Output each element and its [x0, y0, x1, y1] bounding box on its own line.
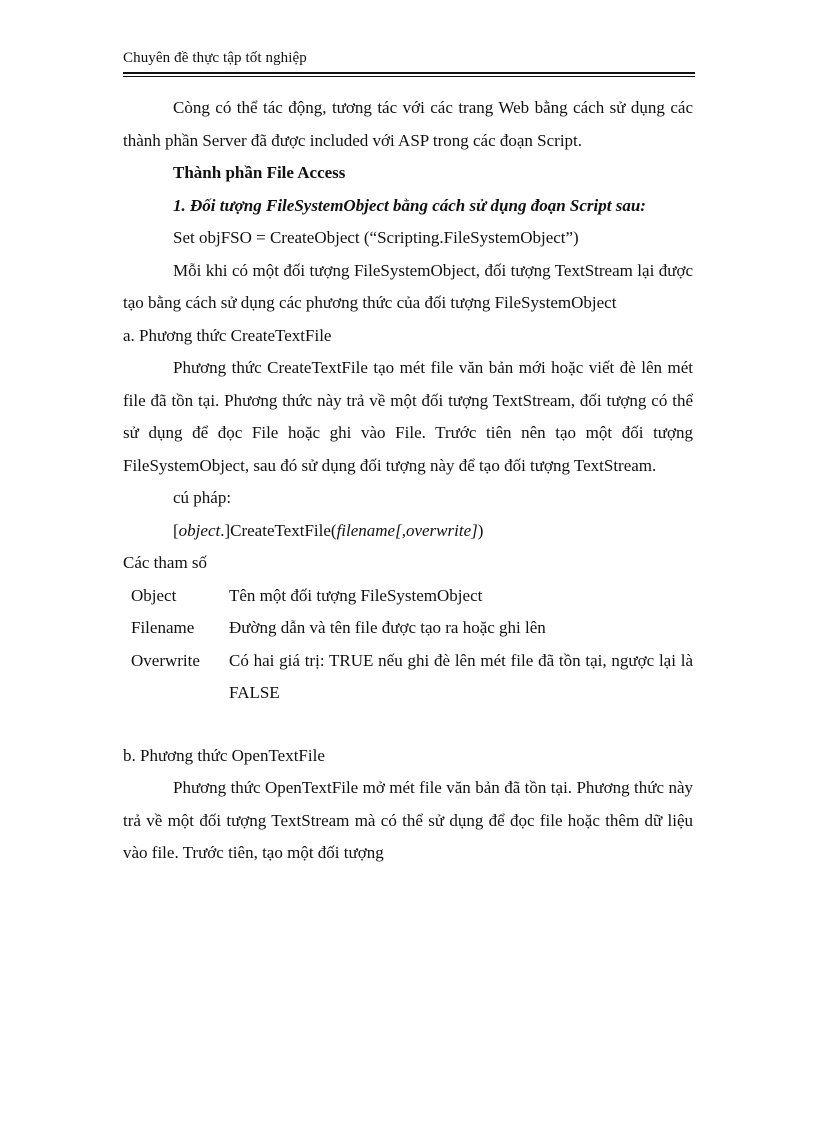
opentextfile-paragraph: Phương thức OpenTextFile mở mét file văn bản đã tồn tại. Phương thức này trả về một đối tượng TextStream mà có thể sử dụng để đọc file hoặc thêm dữ liệu vào file. Trước tiên, tạo một đối tượng — [123, 778, 693, 862]
syntax-method: .]CreateTextFile( — [220, 520, 337, 540]
header-title: Chuyên đề thực tập tốt nghiệp — [123, 50, 307, 66]
param-name: Filename — [131, 618, 195, 637]
param-row — [123, 645, 693, 710]
textstream-paragraph: Mỗi khi có một đối tượng FileSystemObject, đối tượng TextStream lại được tạo bằng cách sử dụng các phương thức của đối tượng FileSystemObject — [123, 260, 693, 312]
param-name: Object — [131, 585, 177, 605]
syntax-args: filename[,overwrite] — [336, 520, 478, 540]
heading-createtextfile: a. Phương thức CreateTextFile — [123, 325, 332, 345]
syntax-object: object — [178, 520, 221, 540]
param-desc: Có hai giá trị: TRUE nếu ghi đè lên mét file đã tồn tại, ngược lại là FALSE — [229, 650, 693, 702]
subheading-filesystemobject: 1. Đối tượng FileSystemObject bằng cách sử dụng đoạn Script sau: — [173, 195, 646, 215]
params-heading: Các tham số — [123, 553, 208, 572]
intro-paragraph: Còng có thể tác động, tương tác với các trang Web bằng cách sử dụng các thành phần Server đã được included với ASP trong các đoạn Script. — [123, 98, 693, 150]
syntax-close-paren: ) — [477, 520, 484, 540]
document-body — [123, 92, 693, 870]
code-line: Set objFSO = CreateObject (“Scripting.FileSystemObject”) — [173, 228, 579, 247]
header-rule-thick — [123, 72, 695, 74]
param-desc: Tên một đối tượng FileSystemObject — [229, 585, 483, 605]
page-header — [123, 48, 695, 77]
spacer — [123, 710, 693, 740]
param-row — [123, 580, 693, 613]
createtextfile-paragraph: Phương thức CreateTextFile tạo mét file văn bản mới hoặc viết đè lên mét file đã tồn tại. Phương thức này trả về một đối tượng TextStream, đối tượng có thể sử dụng để đọc File hoặc ghi vào File. Trước tiên nên tạo một đối tượng FileSystemObject, sau đó sử dụng đối tượng này để tạo đối tượng TextStream. — [123, 358, 693, 475]
syntax-open-bracket: [ — [173, 520, 179, 540]
section-heading: Thành phần File Access — [173, 163, 346, 182]
header-rule-thin — [123, 76, 695, 77]
param-name: Overwrite — [131, 650, 200, 670]
syntax-line — [123, 515, 693, 548]
param-desc: Đường dẫn và tên file được tạo ra hoặc ghi lên — [229, 618, 546, 637]
param-row — [123, 612, 693, 645]
params-table — [123, 580, 693, 710]
syntax-label: cú pháp: — [173, 488, 232, 507]
heading-opentextfile: b. Phương thức OpenTextFile — [123, 745, 325, 765]
